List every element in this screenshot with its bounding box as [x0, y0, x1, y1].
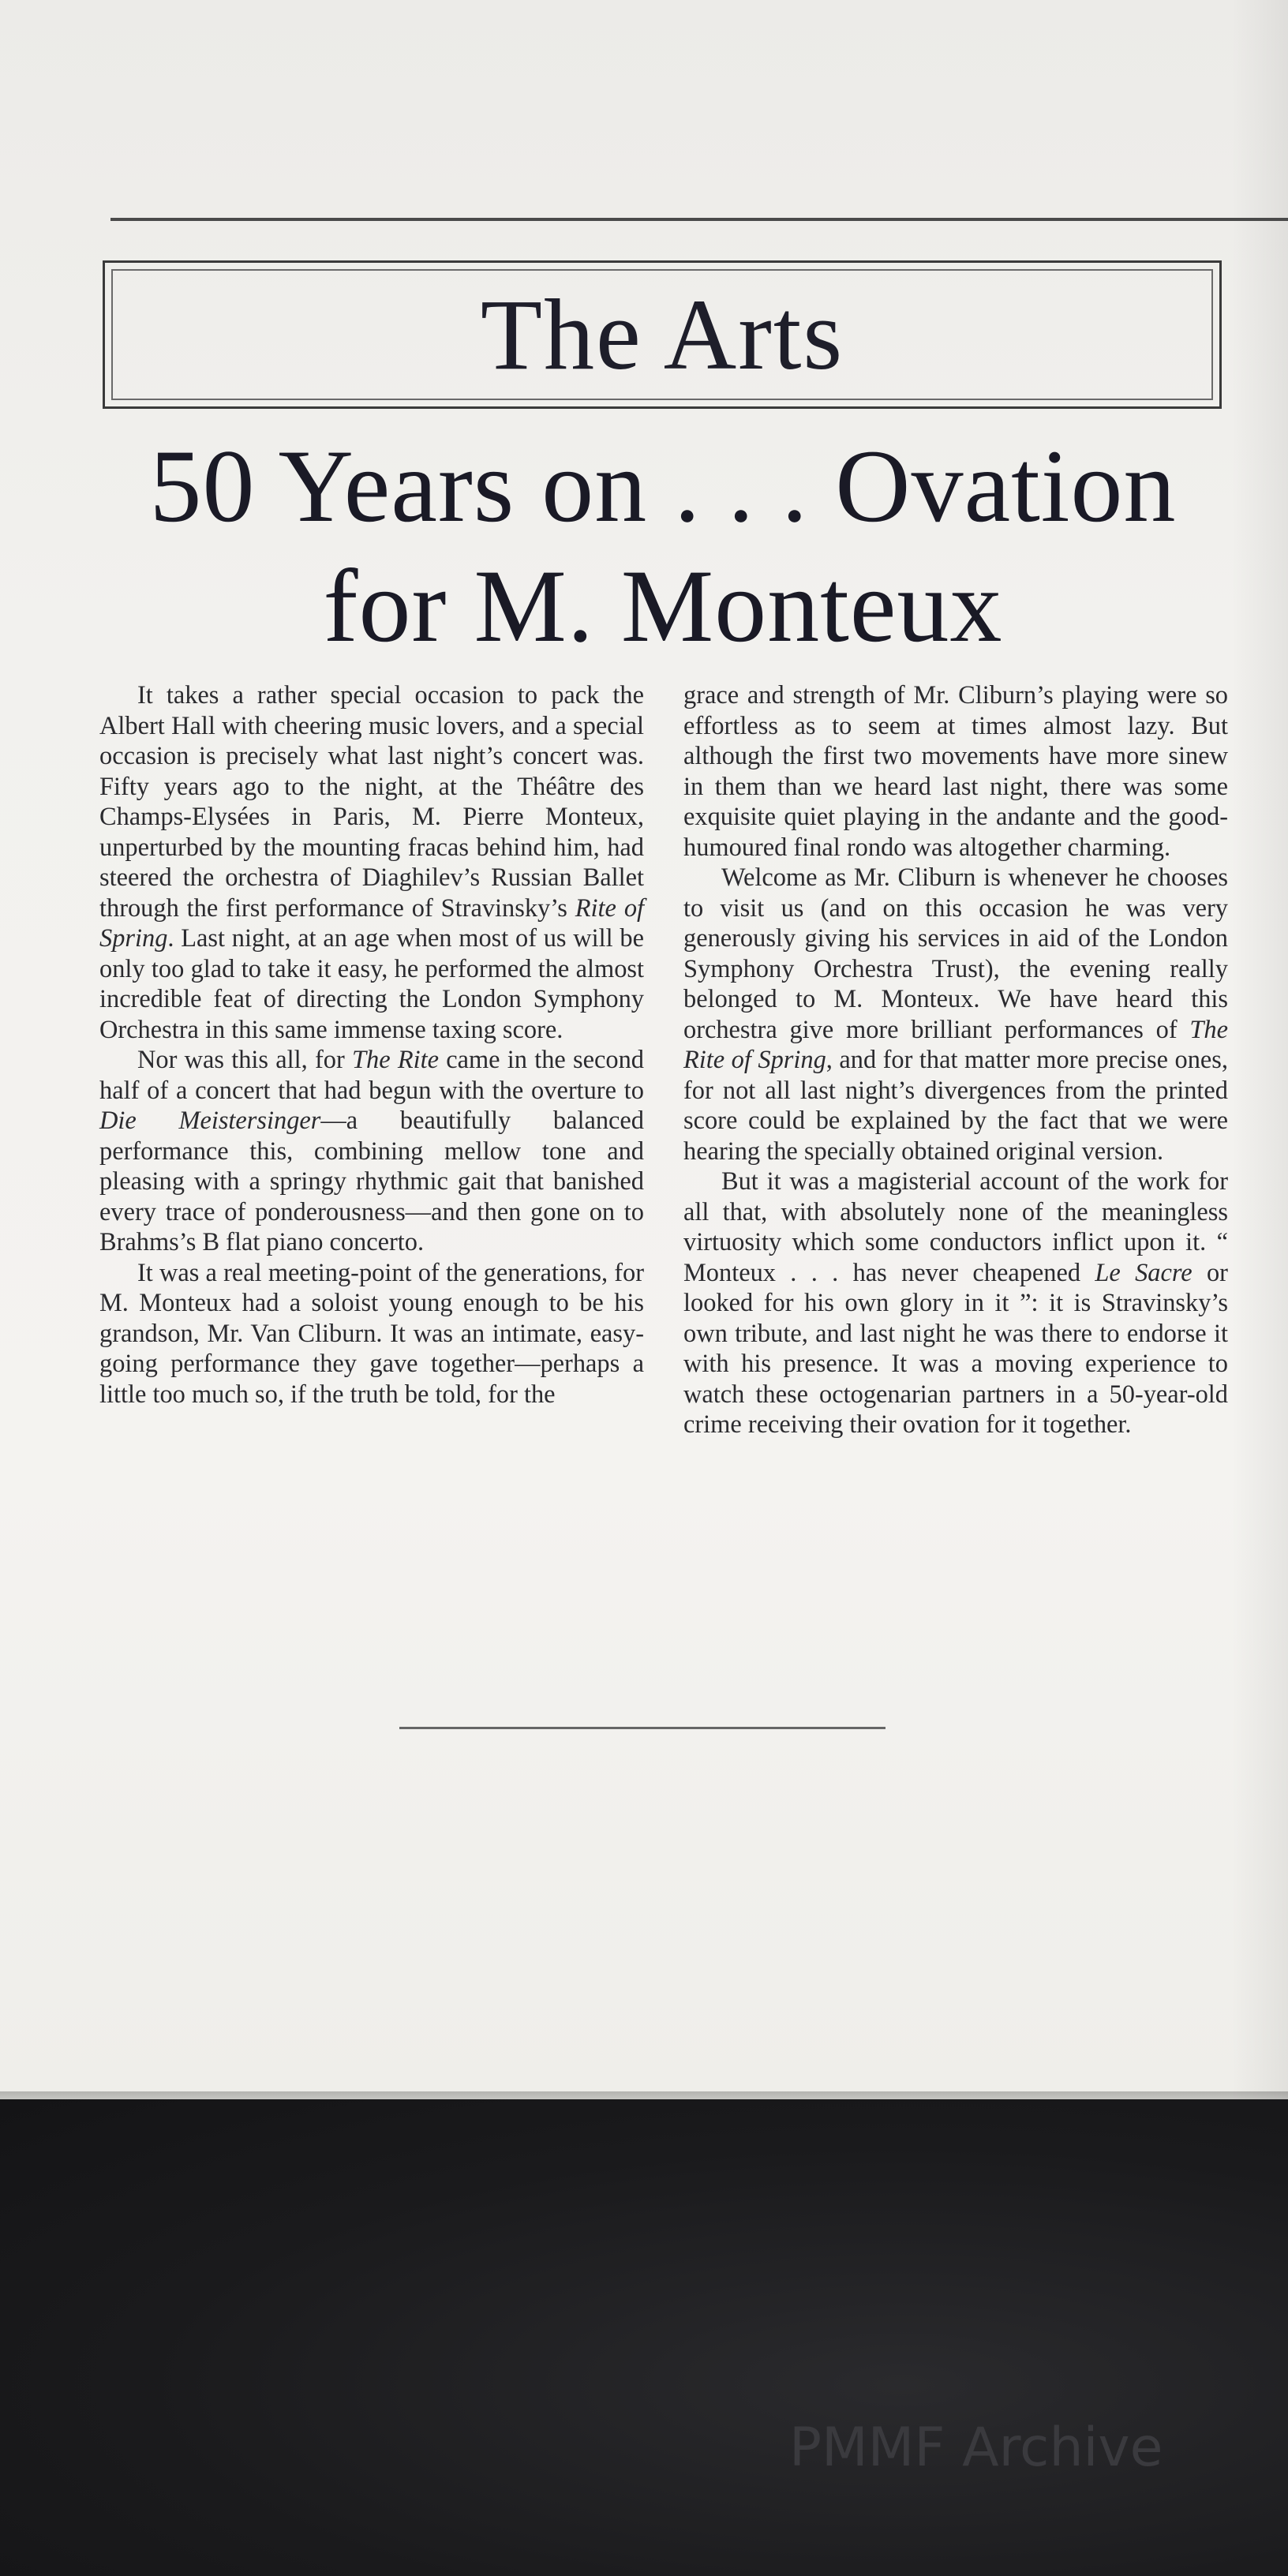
article-paragraph: [683, 863, 1228, 1166]
paragraph-text: Welcome as Mr. Cliburn is whenever he chooses to visit us (and on this occasion he was very generously giving his services in aid of the London Symphony Orchestra Trust), the evening really belonged to M. Monteux. We have heard this orchestra give more brilliant performances of: [683, 863, 1228, 1044]
italic-title-text: Le Sacre: [1095, 1258, 1193, 1287]
article-paragraph: [683, 1166, 1228, 1440]
article-paragraph: [683, 680, 1228, 863]
italic-title-text: Die Meistersinger: [99, 1106, 321, 1135]
section-title: The Arts: [480, 278, 844, 391]
paper-edge-shade: [1231, 0, 1288, 2099]
article-paragraph: [99, 1045, 644, 1258]
paragraph-text: , and for that matter more precise ones, for not all last night’s divergences from the printed score could be explained by the fact that we were hearing the specially obtained original version.: [683, 1046, 1229, 1166]
italic-title-text: Rite of Spring: [99, 893, 645, 953]
article-paragraph: [99, 1258, 644, 1410]
italic-title-text: The Rite: [352, 1046, 439, 1074]
paragraph-text: Nor was this all, for: [137, 1046, 352, 1074]
section-header-box: [103, 260, 1222, 409]
article-column-right: [683, 680, 1228, 1440]
article-column-left: [99, 680, 644, 1410]
end-rule: [399, 1727, 886, 1729]
paragraph-text: . Last night, at an age when most of us will be only too glad to take it easy, he performed the almost incredible feat of directing the London Symphony Orchestra in this same immense taxing score.: [99, 924, 644, 1044]
dark-background: [0, 2099, 1288, 2576]
top-rule: [110, 218, 1288, 221]
paragraph-text: It takes a rather special occasion to pack the Albert Hall with cheering music lovers, and a special occasion is precisely what last night’s concert was. Fifty years ago to the night, at the Théâtre des Champs-Elysées in Paris, M. Pierre Monteux, unperturbed by the mounting fracas behind him, had steered the orchestra of Diaghilev’s Russian Ballet through the first performance of Stravinsky’s: [99, 681, 644, 923]
article-paragraph: [99, 680, 644, 1045]
paragraph-text: or looked for his own glory in it ”: it is Stravinsky’s own tribute, and last night he was there to endorse it with his presence. It was a moving experience to watch these octogenarian partners in a 50-year-old crime receiving their ovation for it together.: [683, 1258, 1228, 1439]
article-headline: 50 Years on . . . Ovation for M. Monteux: [149, 428, 1177, 664]
paragraph-text: It was a real meeting-point of the generations, for M. Monteux had a soloist young enough to be his grandson, Mr. Van Cliburn. It was an intimate, easy-going performance they gave together—perhaps a little too much so, if the truth be told, for the: [99, 1258, 644, 1409]
italic-title-text: The Rite of Spring: [683, 1015, 1228, 1074]
paragraph-text: came in the second half of a concert that had begun with the overture to: [99, 1046, 644, 1105]
paragraph-text: grace and strength of Mr. Cliburn’s playing were so effortless as to seem at times almost lazy. But although the first two movements have more sinew in them than we heard last night, there was some exquisite quiet playing in the andante and the good-humoured final rondo was altogether charming.: [683, 681, 1228, 862]
archive-watermark: PMMF Archive: [789, 2417, 1163, 2479]
paragraph-text: But it was a magisterial account of the work for all that, with absolutely none of the meaningless virtuosity which some conductors inflict upon it. “ Monteux . . . has never cheapened: [683, 1167, 1228, 1287]
paragraph-text: —a beautifully balanced performance this, combining mellow tone and pleasing with a springy rhythmic gait that banished every trace of ponderousness—and then gone on to Brahms’s B flat piano concerto.: [99, 1106, 644, 1256]
